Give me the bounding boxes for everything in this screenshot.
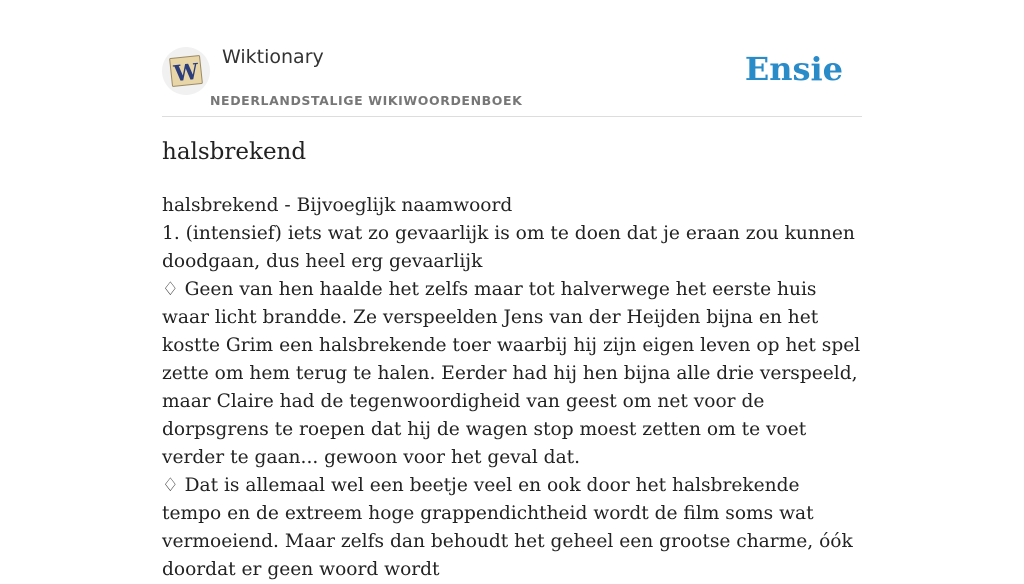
- entry-heading-line: halsbrekend - Bijvoeglijk naamwoord: [162, 195, 513, 216]
- page-title: halsbrekend: [162, 139, 307, 165]
- site-header: [162, 0, 862, 117]
- entry-content: [162, 192, 862, 584]
- logo-tile: [168, 53, 204, 89]
- site-subtitle: NEDERLANDSTALIGE WIKIWOORDENBOEK: [210, 93, 523, 108]
- logo-letter: W: [172, 58, 200, 88]
- entry-definition: 1. (intensief) iets wat zo gevaarlijk is om te doen dat je eraan zou kunnen doodgaan, dus heel erg gevaarlijk: [162, 223, 855, 272]
- ensie-brand-link[interactable]: Ensie: [744, 50, 843, 88]
- wiktionary-logo-icon[interactable]: [162, 47, 210, 95]
- entry-example: ♢ Geen van hen haalde het zelfs maar tot halverwege het eerste huis waar licht brandde. Ze verspeelden Jens van der Heijden bijna en het kostte Grim een halsbrekende toer waarbij hij zijn eigen leven op het spel zette om hem terug te halen. Eerder had hij hen bijna alle drie verspeeld, maar Claire had de tegenwoordigheid van geest om net voor de dorpsgrens te roepen dat hij de wagen stop moest zetten om te voet verder te gaan... gewoon voor het geval dat.: [162, 279, 861, 468]
- site-name[interactable]: Wiktionary: [222, 46, 324, 68]
- entry-example: ♢ Dat is allemaal wel een beetje veel en ook door het halsbrekende tempo en de extreem hoge grappendichtheid wordt de film soms wat vermoeiend. Maar zelfs dan behoudt het geheel een grootse charme, óók doordat er geen woord wordt: [162, 475, 853, 580]
